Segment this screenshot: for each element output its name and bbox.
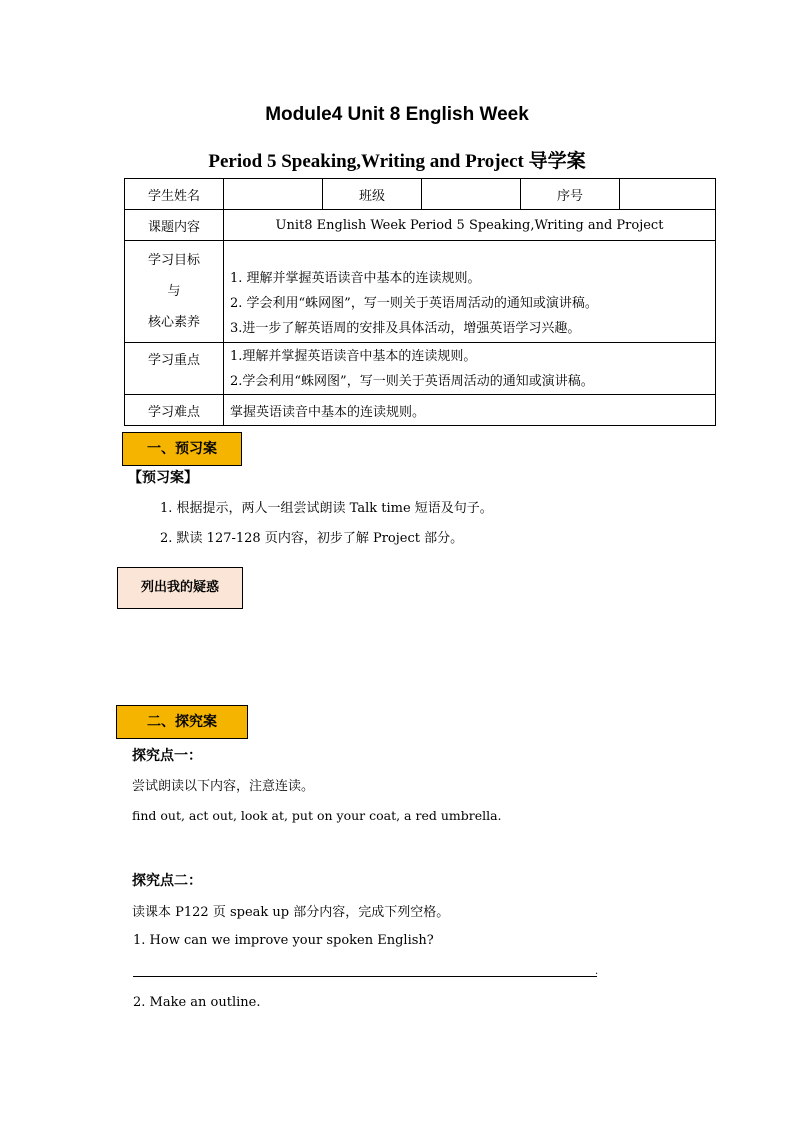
objective-item: 2. 学会利用“蛛网图”，写一则关于英语周活动的通知或演讲稿。: [230, 296, 598, 311]
point-2-instruction: 读课本 P122 页 speak up 部分内容，完成下列空格。: [132, 905, 450, 920]
point-1-phrases: find out, act out, look at, put on your coat, a red umbrella.: [132, 808, 502, 823]
difficulty-value: 掌握英语读音中基本的连读规则。: [224, 395, 716, 426]
objective-item: 3.进一步了解英语周的安排及具体活动，增强英语学习兴趣。: [230, 321, 581, 336]
objectives-list: [224, 241, 716, 343]
objectives-label: [125, 241, 224, 343]
student-name-label: 学生姓名: [125, 179, 224, 210]
class-label: 班级: [323, 179, 422, 210]
key-point-item: 1.理解并掌握英语读音中基本的连读规则。: [230, 348, 477, 364]
preview-heading: 【预习案】: [128, 470, 198, 486]
key-points-list: [224, 343, 716, 395]
table-row: [125, 210, 716, 241]
doubts-box: 列出我的疑惑: [117, 567, 243, 609]
objectives-label-3: 核心素养: [147, 315, 200, 330]
point-1-title: 探究点一：: [132, 748, 202, 764]
key-point-item: 2.学会利用“蛛网图”，写一则关于英语周活动的通知或演讲稿。: [230, 373, 594, 389]
answer-line[interactable]: [133, 976, 597, 977]
info-table: [124, 178, 716, 426]
table-row: [125, 395, 716, 426]
question-2: 2. Make an outline.: [133, 995, 261, 1010]
objectives-label-2: 与: [167, 284, 181, 299]
section-1-badge: 一、预习案: [122, 432, 242, 466]
topic-label: 课题内容: [125, 210, 224, 241]
question-1: 1. How can we improve your spoken English?: [133, 933, 434, 948]
section-2-badge: 二、探究案: [116, 705, 248, 739]
point-2-title: 探究点二：: [132, 873, 202, 889]
student-name-field[interactable]: [224, 179, 323, 210]
preview-item-1: 1. 根据提示，两人一组尝试朗读 Talk time 短语及句子。: [160, 501, 493, 516]
seat-label: 序号: [521, 179, 620, 210]
objectives-label-1: 学习目标: [147, 253, 200, 268]
seat-field[interactable]: [620, 179, 716, 210]
answer-line-end: .: [595, 966, 599, 977]
topic-value: Unit8 English Week Period 5 Speaking,Writing and Project: [224, 210, 716, 241]
point-1-instruction: 尝试朗读以下内容，注意连读。: [132, 779, 315, 794]
title-line-1: Module4 Unit 8 English Week: [265, 104, 529, 125]
title-line-2: Period 5 Speaking,Writing and Project 导学案: [208, 151, 586, 172]
difficulty-label: 学习难点: [125, 395, 224, 426]
table-row: [125, 343, 716, 395]
table-row: [125, 179, 716, 210]
class-field[interactable]: [422, 179, 521, 210]
objective-item: 1. 理解并掌握英语读音中基本的连读规则。: [230, 271, 481, 286]
preview-item-2: 2. 默读 127-128 页内容，初步了解 Project 部分。: [160, 531, 464, 546]
key-points-label: 学习重点: [125, 343, 224, 395]
table-row: [125, 241, 716, 343]
